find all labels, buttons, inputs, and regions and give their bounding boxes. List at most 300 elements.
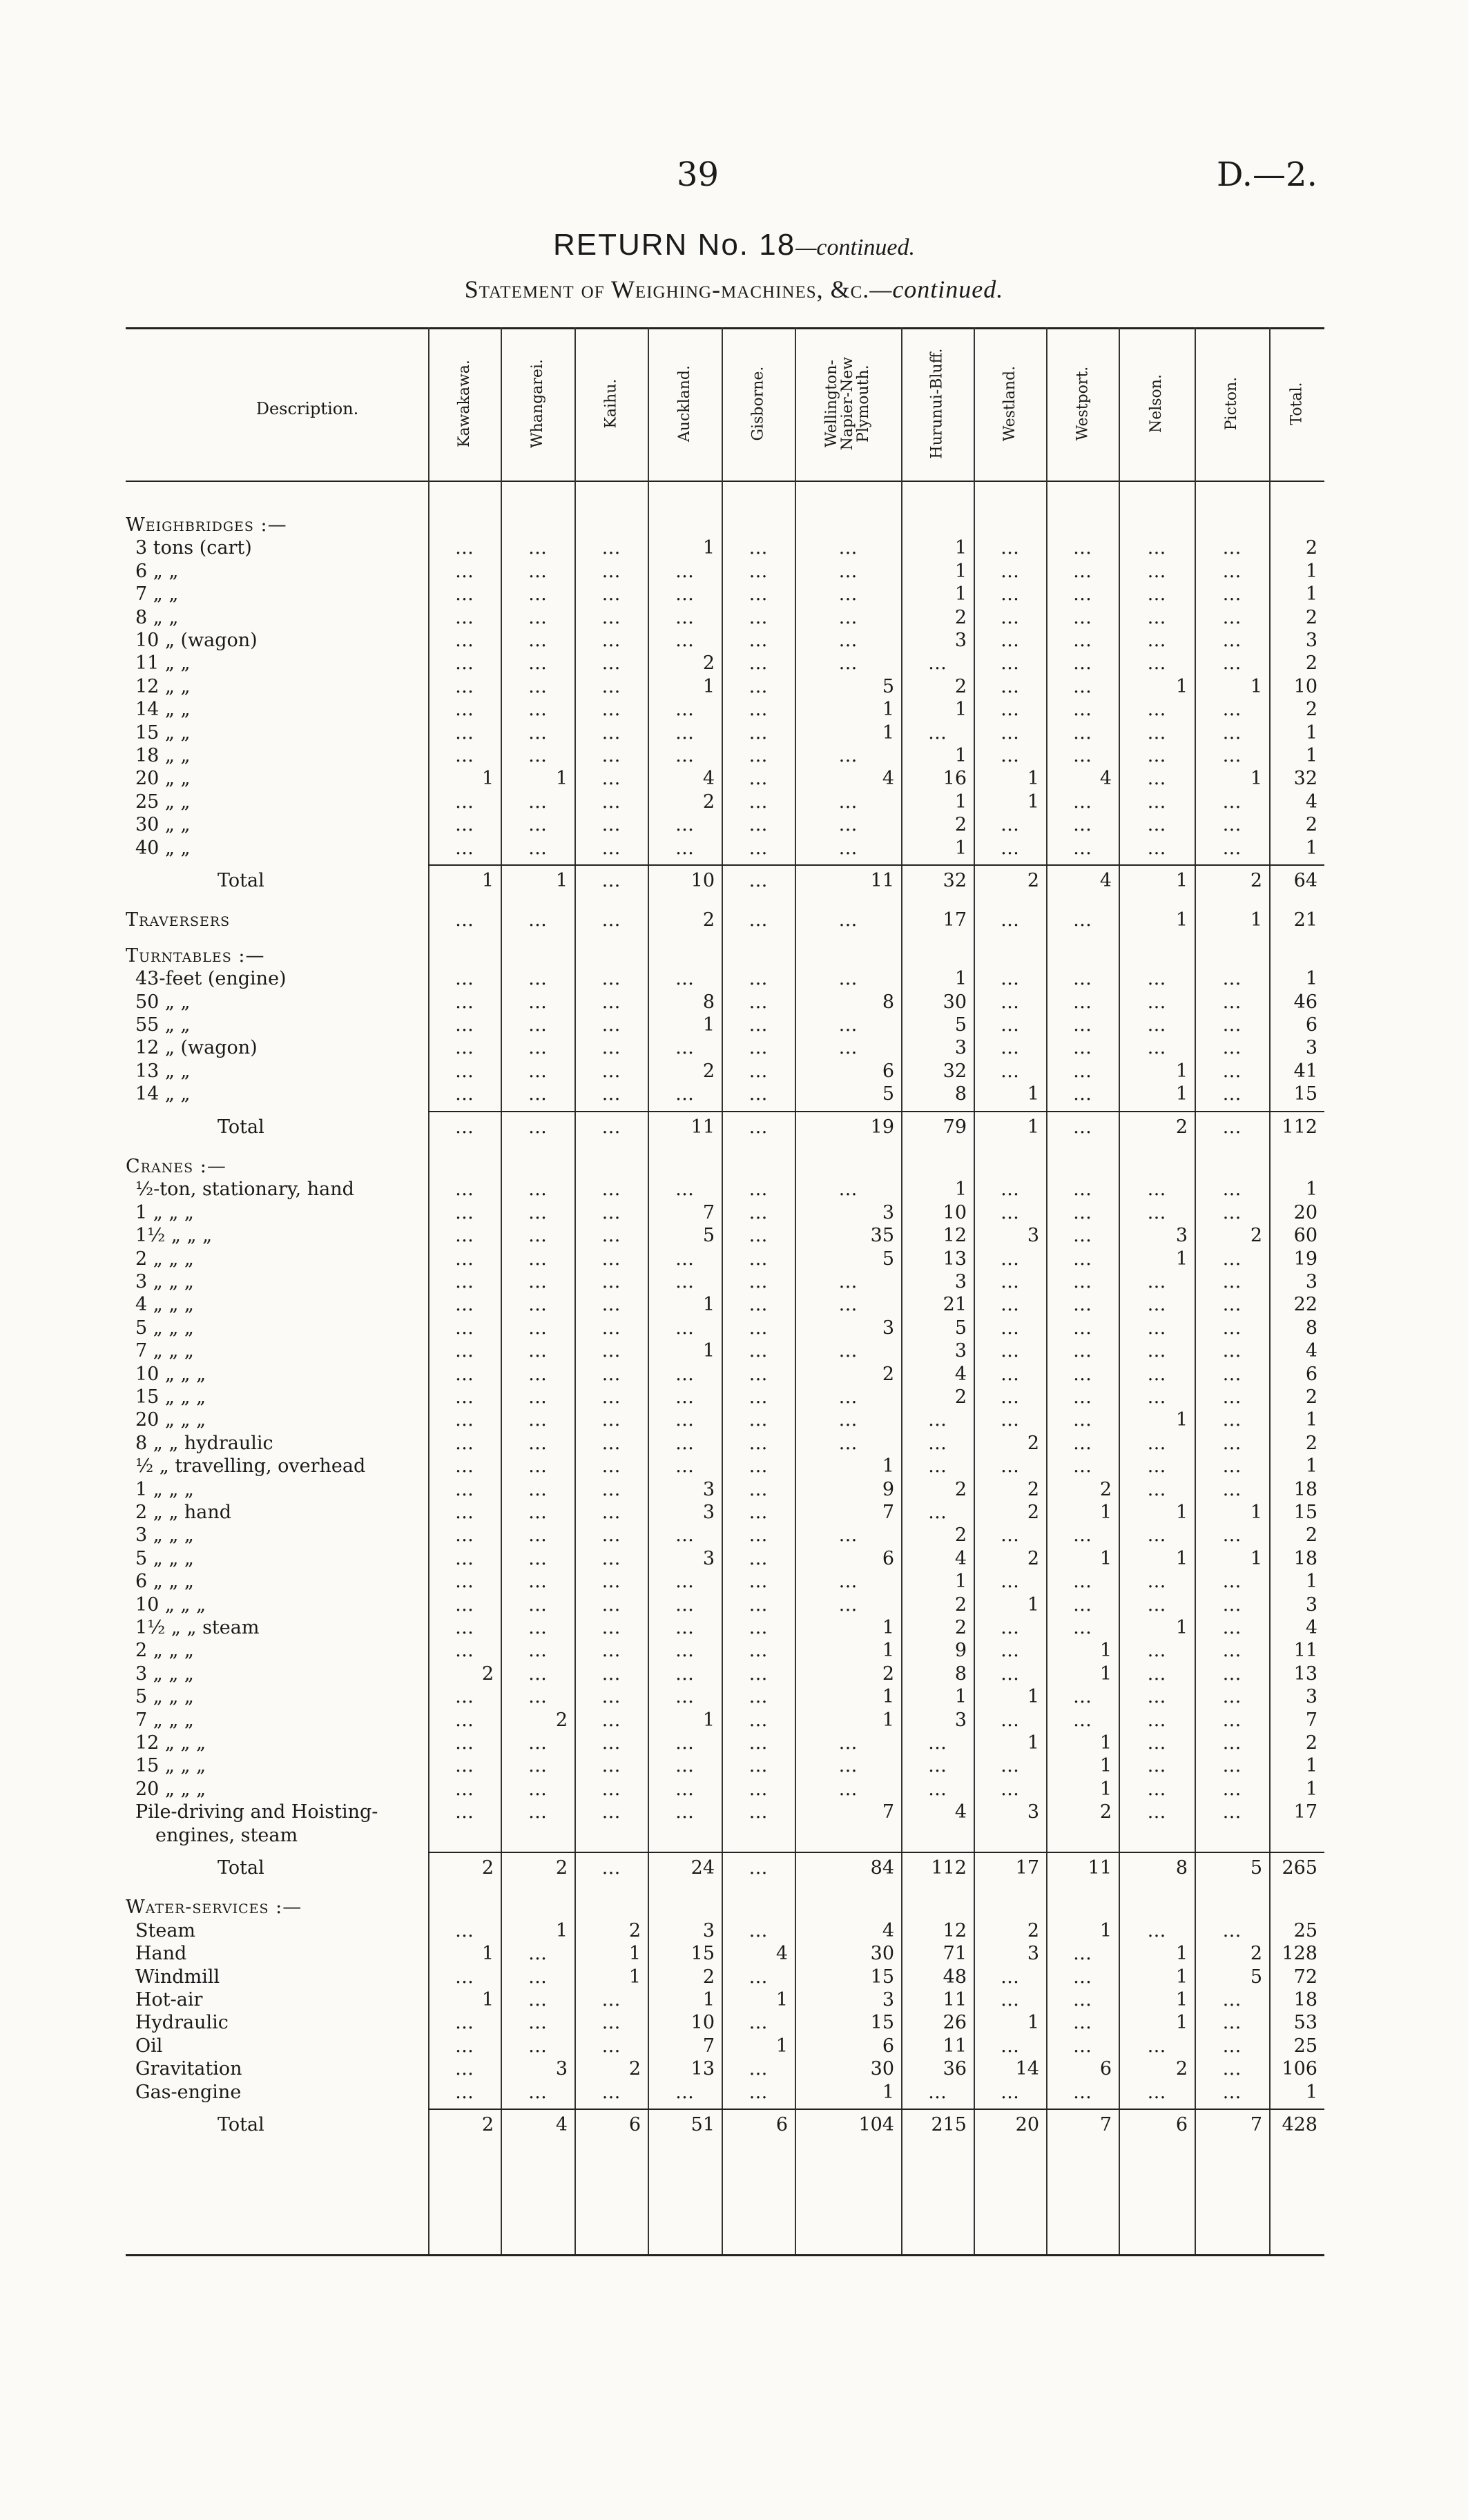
table-cell: … (601, 699, 621, 721)
table-cell: … (1147, 721, 1166, 744)
table-cell: … (1001, 814, 1019, 836)
table-cell: 10 (690, 870, 715, 891)
table-cell: 3 (1305, 1686, 1317, 1708)
table-cell: … (601, 1547, 621, 1569)
table-cell: … (455, 1225, 474, 1247)
table-cell: 2 (954, 1478, 967, 1500)
table-cell: … (749, 1225, 768, 1247)
table-cell: … (1147, 537, 1166, 559)
table-cell: 3 (1305, 1593, 1317, 1616)
table-cell: 1 (555, 870, 568, 891)
table-cell: 1 (481, 768, 494, 790)
table-cell: … (528, 1617, 547, 1638)
table-cell: 2 (702, 1966, 715, 1988)
table-cell: … (528, 1116, 547, 1138)
table-cell: 5 (1250, 1966, 1262, 1988)
table-cell: 104 (858, 2114, 894, 2135)
table-cell: … (455, 1386, 474, 1408)
table-cell: 6 (1305, 1014, 1317, 1036)
table-cell: … (675, 1663, 694, 1685)
table-cell: 2 (954, 1386, 967, 1408)
table-cell: 1 (481, 870, 494, 891)
table-cell: … (455, 1571, 474, 1593)
column-header-label: Kaihu. (602, 379, 620, 429)
table-cell: … (455, 537, 474, 559)
table-cell: 4 (775, 1943, 788, 1965)
row-label-text: 1 „ „ „ (135, 1201, 194, 1223)
table-cell: … (1001, 1386, 1019, 1408)
table-cell: 4 (1305, 1340, 1317, 1362)
table-cell: … (1001, 630, 1019, 651)
column-header (974, 327, 1046, 481)
table-cell: … (1222, 606, 1242, 628)
table-cell: … (749, 2012, 768, 2034)
column-header (795, 327, 901, 481)
table-cell: 1 (481, 1989, 494, 2010)
table-cell: … (749, 1524, 768, 1547)
table-row (0, 1433, 1468, 1455)
row-label-text: 2 „ „ „ (135, 1640, 194, 1662)
table-cell: 1 (1305, 837, 1317, 859)
row-label (135, 1340, 194, 1361)
table-cell: … (601, 870, 621, 891)
table-cell: … (838, 837, 858, 859)
table-cell: … (838, 1340, 858, 1362)
table-cell: … (1001, 675, 1019, 697)
table-cell: 2 (555, 1857, 568, 1879)
table-cell: … (749, 1201, 768, 1223)
table-cell: … (838, 652, 858, 675)
table-cell: 2 (1250, 1225, 1262, 1247)
table-cell: … (1147, 560, 1166, 582)
section-heading (0, 1156, 1468, 1179)
table-cell: … (1073, 1179, 1092, 1201)
table-cell: … (749, 2058, 768, 2080)
table-cell: 2 (1250, 1943, 1262, 1965)
table-cell: 2 (702, 909, 715, 931)
table-cell: 2 (481, 1663, 494, 1685)
table-cell: 1 (1250, 768, 1262, 790)
table-cell: … (1147, 1478, 1166, 1500)
table-cell: 3 (702, 1547, 715, 1569)
table-cell: 4 (882, 1919, 894, 1941)
table-cell: … (928, 1432, 947, 1454)
table-cell: 26 (943, 2012, 967, 2034)
table-cell: … (601, 1524, 621, 1547)
table-cell: … (749, 1116, 768, 1138)
table-cell: 19 (1293, 1248, 1317, 1270)
table-cell: 265 (1282, 1857, 1317, 1879)
table-cell: 30 (870, 2058, 894, 2080)
table-cell: … (528, 1271, 547, 1292)
table-cell: … (928, 1732, 947, 1754)
row-label (135, 768, 191, 789)
table-cell: … (749, 560, 768, 582)
table-cell: … (455, 630, 474, 651)
table-cell: … (1073, 1294, 1092, 1316)
table-cell: 1 (1175, 1966, 1188, 1988)
table-cell: 7 (882, 1502, 894, 1523)
table-cell: 1 (1099, 1547, 1112, 1569)
table-cell: 3 (954, 1271, 967, 1292)
column-header-label: Whangarei. (528, 359, 546, 449)
table-cell: … (749, 1014, 768, 1036)
table-cell: … (601, 1755, 621, 1777)
table-cell: 8 (882, 991, 894, 1013)
row-label (135, 1755, 206, 1776)
table-cell: 1 (1099, 1755, 1112, 1777)
table-cell: 2 (702, 791, 715, 813)
table-cell: … (1222, 1363, 1242, 1385)
table-cell: … (455, 2012, 474, 2034)
title-suffix: —continued. (795, 235, 915, 260)
table-cell: … (675, 1778, 694, 1800)
column-header (1046, 327, 1119, 481)
table-row (0, 1755, 1468, 1778)
table-cell: … (1073, 537, 1092, 559)
table-cell: 15 (1293, 1083, 1317, 1105)
table-row (0, 676, 1468, 699)
column-header-label: Westland. (1001, 366, 1018, 442)
row-label-text: ½ „ travelling, overhead (135, 1455, 366, 1477)
table-cell: 3 (555, 2058, 568, 2080)
table-cell: … (601, 2012, 621, 2034)
table-cell: … (601, 652, 621, 675)
table-cell: … (675, 1732, 694, 1754)
table-cell: 1 (882, 1709, 894, 1731)
row-label-text: 2 „ „ „ (135, 1248, 194, 1270)
table-cell: … (455, 2058, 474, 2080)
table-cell: … (749, 1801, 768, 1823)
table-cell: … (749, 791, 768, 813)
table-cell: 2 (1305, 606, 1317, 628)
table-cell: … (455, 721, 474, 744)
table-row (0, 1943, 1468, 1966)
table-cell: … (1222, 1455, 1242, 1477)
row-label-text: 10 „ „ „ (135, 1593, 206, 1616)
table-cell: 1 (1175, 1502, 1188, 1523)
table-cell: … (1222, 699, 1242, 721)
row-label-text: 15 „ „ „ (135, 1755, 206, 1777)
table-cell: 2 (1099, 1801, 1112, 1823)
table-cell: … (1222, 1571, 1242, 1593)
table-cell: … (675, 583, 694, 605)
table-cell: … (749, 1179, 768, 1201)
table-cell: 14 (1015, 2058, 1039, 2080)
table-cell: … (528, 991, 547, 1013)
row-label (135, 1014, 191, 1036)
row-label (135, 1663, 194, 1685)
row-label-text: 20 „ „ „ (135, 1778, 206, 1800)
table-cell: … (1222, 1755, 1242, 1777)
table-row (0, 607, 1468, 630)
table-cell: 3 (702, 1478, 715, 1500)
table-cell: … (838, 560, 858, 582)
table-cell: … (1001, 1524, 1019, 1547)
table-cell: 36 (943, 2058, 967, 2080)
table-cell: … (1001, 1571, 1019, 1593)
row-label (135, 1502, 231, 1523)
table-cell: … (601, 1778, 621, 1800)
table-cell: … (675, 1432, 694, 1454)
table-cell: … (1147, 1037, 1166, 1059)
table-cell: … (1073, 630, 1092, 651)
table-cell: … (601, 1478, 621, 1500)
table-cell: … (1001, 991, 1019, 1013)
table-cell: … (601, 1201, 621, 1223)
table-cell: 21 (943, 1294, 967, 1316)
table-cell: … (675, 1571, 694, 1593)
table-cell: … (749, 583, 768, 605)
table-cell: … (749, 1386, 768, 1408)
table-cell: 1 (702, 1294, 715, 1316)
table-cell: … (1222, 1060, 1242, 1082)
table-cell: 10 (690, 2012, 715, 2034)
table-cell: … (1001, 537, 1019, 559)
table-cell: 1 (1250, 909, 1262, 931)
table-cell: … (749, 1755, 768, 1777)
table-cell: … (928, 2081, 947, 2103)
table-cell: … (749, 1571, 768, 1593)
table-cell: … (601, 583, 621, 605)
table-cell: 8 (702, 991, 715, 1013)
table-cell: … (1222, 1294, 1242, 1316)
table-cell: … (455, 652, 474, 675)
table-cell: … (749, 1317, 768, 1339)
document-reference: D.—2. (1217, 155, 1317, 194)
table-cell: … (749, 870, 768, 891)
table-cell: … (455, 1248, 474, 1270)
table-cell: … (601, 1340, 621, 1362)
table-cell: 22 (1293, 1294, 1317, 1316)
table-cell: 7 (1099, 2114, 1112, 2135)
table-cell: 2 (1305, 1386, 1317, 1408)
table-cell: 9 (882, 1478, 894, 1500)
row-label (135, 583, 178, 605)
table-cell: 4 (1305, 791, 1317, 813)
table-cell: … (1147, 991, 1166, 1013)
table-cell: 3 (1175, 1225, 1188, 1247)
table-cell: 4 (954, 1547, 967, 1569)
table-row (0, 2082, 1468, 2104)
table-cell: … (838, 791, 858, 813)
table-cell: … (1001, 1989, 1019, 2010)
table-cell: 1 (882, 1640, 894, 1662)
table-cell: … (455, 991, 474, 1013)
table-cell: … (1073, 814, 1092, 836)
table-cell: 3 (954, 1037, 967, 1059)
table-cell: … (1001, 1294, 1019, 1316)
table-cell: … (455, 1686, 474, 1708)
table-cell: … (1001, 1966, 1019, 1988)
table-cell: … (601, 537, 621, 559)
table-cell: … (1001, 1455, 1019, 1477)
table-cell: 1 (954, 1571, 967, 1593)
table-cell: … (675, 1037, 694, 1059)
table-cell: … (838, 1524, 858, 1547)
table-cell: 2 (954, 1593, 967, 1616)
table-cell: … (1147, 1640, 1166, 1662)
table-cell: 2 (1305, 1524, 1317, 1547)
table-cell: … (1222, 791, 1242, 813)
table-cell: … (1001, 1271, 1019, 1292)
table-cell: … (1073, 1201, 1092, 1223)
row-label-text: Gas-engine (135, 2081, 242, 2103)
table-cell: … (1001, 1179, 1019, 1201)
row-label (135, 1037, 258, 1058)
column-header-label: Kawakawa. (455, 360, 473, 448)
table-cell: … (601, 1179, 621, 1201)
table-cell: … (749, 1432, 768, 1454)
title-main: RETURN No. 18 (553, 228, 796, 262)
table-cell: … (528, 1363, 547, 1385)
row-label-text: 5 „ „ „ (135, 1686, 194, 1708)
table-cell: … (528, 1060, 547, 1082)
table-cell: 1 (882, 721, 894, 744)
table-cell: … (1147, 1919, 1166, 1941)
table-cell: … (455, 1732, 474, 1754)
table-cell: … (749, 768, 768, 790)
row-label-text: 1 „ „ „ (135, 1478, 194, 1500)
table-cell: … (1073, 652, 1092, 675)
table-row (0, 909, 1468, 932)
table-cell: … (601, 1225, 621, 1247)
table-cell: … (455, 1593, 474, 1616)
table-cell: … (1147, 1363, 1166, 1385)
table-cell: 428 (1282, 2114, 1317, 2135)
subtitle-main: Statement of Weighing-machines, &c. (464, 275, 870, 303)
table-cell: … (1073, 1271, 1092, 1292)
row-label (126, 945, 264, 967)
table-cell: 1 (1175, 870, 1188, 891)
table-cell: … (1147, 745, 1166, 766)
table-cell: … (1001, 909, 1019, 931)
table-cell: 1 (555, 1919, 568, 1941)
column-header-label: Westport. (1073, 367, 1091, 441)
row-label (135, 1433, 273, 1454)
table-cell: … (1147, 1386, 1166, 1408)
subtitle-suffix: —continued. (869, 275, 1004, 303)
table-cell: 2 (882, 1663, 894, 1685)
table-cell: 1 (1175, 909, 1188, 931)
table-cell: … (675, 630, 694, 651)
table-cell: 15 (1293, 1502, 1317, 1523)
table-cell: … (1073, 837, 1092, 859)
table-row (0, 1083, 1468, 1106)
table-cell: … (749, 991, 768, 1013)
table-cell: 19 (870, 1116, 894, 1138)
table-cell: 13 (943, 1248, 967, 1270)
table-cell: … (455, 1919, 474, 1941)
table-row (0, 968, 1468, 991)
table-cell: 2 (954, 1524, 967, 1547)
table-cell: … (1222, 1709, 1242, 1731)
table-cell: 10 (943, 1201, 967, 1223)
table-cell: … (1001, 1317, 1019, 1339)
table-cell: … (601, 768, 621, 790)
table-cell: … (601, 837, 621, 859)
table-cell: … (455, 1502, 474, 1523)
table-cell: … (601, 675, 621, 697)
table-cell: … (528, 2035, 547, 2057)
table-cell: 1 (882, 1617, 894, 1638)
row-label-text: 40 „ „ (135, 837, 191, 859)
table-cell: 20 (1293, 1201, 1317, 1223)
table-cell: … (528, 1179, 547, 1201)
row-label-text: Cranes :— (126, 1156, 226, 1177)
table-cell: … (749, 699, 768, 721)
row-label-text: 1½ „ „ steam (135, 1617, 260, 1638)
table-cell: 1 (954, 968, 967, 990)
table-cell: 1 (954, 537, 967, 559)
table-cell: 1 (954, 791, 967, 813)
table-cell: … (601, 1363, 621, 1385)
table-cell: … (1073, 583, 1092, 605)
table-cell: … (675, 1317, 694, 1339)
table-cell: … (928, 652, 947, 675)
table-cell: … (1001, 1640, 1019, 1662)
table-cell: 1 (1305, 968, 1317, 990)
table-cell: … (838, 1755, 858, 1777)
table-cell: 2 (1305, 537, 1317, 559)
table-cell: … (1147, 1201, 1166, 1223)
table-cell: 71 (943, 1943, 967, 1965)
row-label (135, 537, 252, 559)
table-cell: … (675, 1179, 694, 1201)
table-cell: 1 (702, 1709, 715, 1731)
table-cell: 11 (690, 1116, 715, 1138)
total-rule (428, 864, 1324, 866)
table-cell: … (1001, 699, 1019, 721)
table-cell: 6 (1099, 2058, 1112, 2080)
table-cell: … (528, 1571, 547, 1593)
table-cell: 1 (481, 1943, 494, 1965)
row-label-text: 8 „ „ hydraulic (135, 1432, 273, 1454)
table-row (0, 1271, 1468, 1294)
table-cell: 32 (1293, 768, 1317, 790)
table-cell: 1 (882, 1686, 894, 1708)
table-cell: 2 (954, 1617, 967, 1638)
table-cell: 3 (1305, 1271, 1317, 1292)
table-cell: 3 (702, 1919, 715, 1941)
table-cell: … (455, 745, 474, 766)
table-cell: … (1001, 1248, 1019, 1270)
row-label-text: 15 „ „ „ (135, 1386, 206, 1408)
row-label-text: 15 „ „ (135, 721, 191, 744)
table-cell: 2 (1027, 1547, 1039, 1569)
table-cell: … (528, 1225, 547, 1247)
table-cell: … (528, 630, 547, 651)
table-cell: … (838, 1179, 858, 1201)
table-cell: … (1001, 1617, 1019, 1638)
table-cell: 1 (1027, 1732, 1039, 1754)
row-label-text: Oil (135, 2035, 163, 2057)
table-cell: … (749, 909, 768, 931)
table-row (0, 722, 1468, 745)
table-cell: … (1073, 1060, 1092, 1082)
table-row (0, 699, 1468, 721)
table-cell: … (1222, 1432, 1242, 1454)
row-label-text: 10 „ „ „ (135, 1363, 206, 1385)
table-row (0, 1455, 1468, 1478)
row-label-text: Total (218, 1857, 264, 1879)
table-cell: … (455, 1640, 474, 1662)
table-cell: … (1147, 1709, 1166, 1731)
table-cell: 3 (1027, 1943, 1039, 1965)
table-cell: … (749, 606, 768, 628)
table-cell: 18 (1293, 1478, 1317, 1500)
table-cell: 2 (1305, 1432, 1317, 1454)
